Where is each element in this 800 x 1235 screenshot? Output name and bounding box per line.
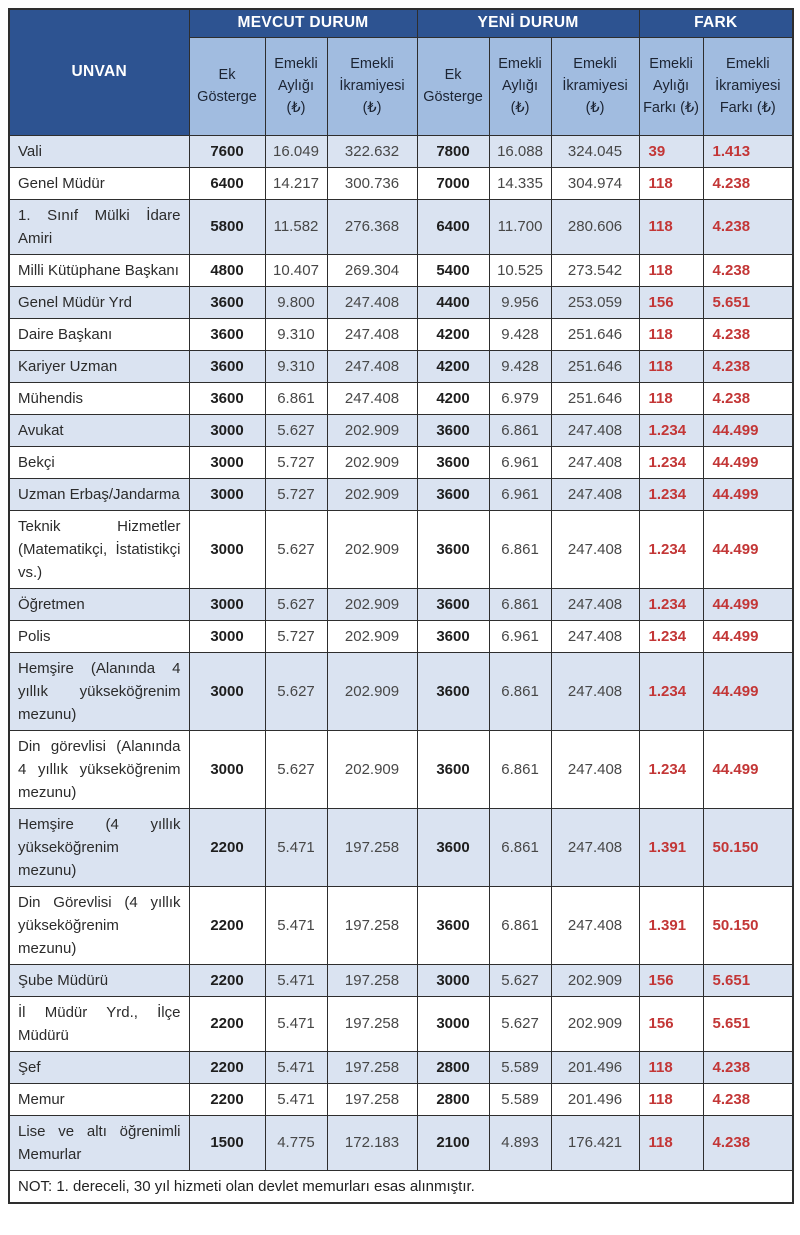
- table-row: [9, 382, 793, 414]
- mevcut-emekli-ikramiyesi-cell: 197.258: [327, 886, 417, 964]
- yeni-emekli-ikramiyesi-cell: 324.045: [551, 135, 639, 167]
- yeni-emekli-ikramiyesi-cell: 251.646: [551, 350, 639, 382]
- emekli-ikramiyesi-farki-cell: 4.238: [703, 1083, 793, 1115]
- yeni-ek-gosterge-cell: 3600: [417, 588, 489, 620]
- mevcut-ek-gosterge-cell: 3000: [189, 414, 265, 446]
- pension-comparison-table: [8, 8, 794, 1204]
- mevcut-emekli-ayligi-cell: 5.627: [265, 652, 327, 730]
- mevcut-emekli-ikramiyesi-cell: 202.909: [327, 730, 417, 808]
- yeni-emekli-ikramiyesi-cell: 247.408: [551, 446, 639, 478]
- unvan-cell: Memur: [9, 1083, 189, 1115]
- mevcut-emekli-ikramiyesi-cell: 197.258: [327, 996, 417, 1051]
- emekli-ayligi-farki-cell: 1.234: [639, 730, 703, 808]
- unvan-cell: Hemşire (4 yıllık yükseköğrenim mezunu): [9, 808, 189, 886]
- table-row: [9, 964, 793, 996]
- yeni-ek-gosterge-cell: 7000: [417, 167, 489, 199]
- emekli-ikramiyesi-farki-cell: 5.651: [703, 286, 793, 318]
- yeni-ek-gosterge-cell: 4200: [417, 318, 489, 350]
- mevcut-ek-gosterge-cell: 3000: [189, 730, 265, 808]
- emekli-ikramiyesi-farki-cell: 4.238: [703, 254, 793, 286]
- emekli-ayligi-farki-cell: 118: [639, 1051, 703, 1083]
- emekli-ayligi-farki-cell: 118: [639, 1083, 703, 1115]
- emekli-ayligi-farki-cell: 1.234: [639, 588, 703, 620]
- mevcut-ek-gosterge-cell: 1500: [189, 1115, 265, 1170]
- mevcut-emekli-ayligi-cell: 5.627: [265, 414, 327, 446]
- yeni-emekli-ayligi-cell: 5.627: [489, 964, 551, 996]
- yeni-ek-gosterge-cell: 6400: [417, 199, 489, 254]
- emekli-ikramiyesi-farki-cell: 44.499: [703, 446, 793, 478]
- mevcut-ek-gosterge-cell: 3600: [189, 286, 265, 318]
- mevcut-emekli-ikramiyesi-cell: 247.408: [327, 286, 417, 318]
- emekli-ayligi-farki-cell: 118: [639, 254, 703, 286]
- yeni-emekli-ayligi-cell: 6.861: [489, 730, 551, 808]
- yeni-ek-gosterge-cell: 5400: [417, 254, 489, 286]
- yeni-emekli-ayligi-cell: 9.428: [489, 350, 551, 382]
- emekli-ayligi-farki-cell: 1.234: [639, 446, 703, 478]
- table-row: [9, 1115, 793, 1170]
- mevcut-ek-gosterge-cell: 3000: [189, 446, 265, 478]
- mevcut-emekli-ikramiyesi-cell: 197.258: [327, 808, 417, 886]
- table-row: [9, 886, 793, 964]
- yeni-emekli-ayligi-cell: 6.961: [489, 446, 551, 478]
- yeni-ek-gosterge-cell: 3600: [417, 446, 489, 478]
- emekli-ikramiyesi-farki-cell: 1.413: [703, 135, 793, 167]
- table-row: [9, 167, 793, 199]
- table-row: [9, 996, 793, 1051]
- table-body: [9, 135, 793, 1170]
- emekli-ikramiyesi-farki-cell: 4.238: [703, 167, 793, 199]
- column-header-unvan: UNVAN: [9, 9, 189, 135]
- yeni-emekli-ayligi-cell: 5.589: [489, 1051, 551, 1083]
- emekli-ayligi-farki-cell: 118: [639, 382, 703, 414]
- yeni-emekli-ikramiyesi-cell: 247.408: [551, 620, 639, 652]
- emekli-ayligi-farki-cell: 118: [639, 1115, 703, 1170]
- yeni-ek-gosterge-cell: 4400: [417, 286, 489, 318]
- unvan-cell: Daire Başkanı: [9, 318, 189, 350]
- table-row: [9, 135, 793, 167]
- yeni-emekli-ikramiyesi-cell: 253.059: [551, 286, 639, 318]
- table-row: [9, 510, 793, 588]
- yeni-ek-gosterge-cell: 3600: [417, 510, 489, 588]
- yeni-emekli-ayligi-cell: 5.627: [489, 996, 551, 1051]
- column-header-mevcut-ek-gosterge: Ek Gösterge: [189, 37, 265, 135]
- table-row: [9, 446, 793, 478]
- yeni-ek-gosterge-cell: 3000: [417, 964, 489, 996]
- yeni-ek-gosterge-cell: 3600: [417, 414, 489, 446]
- mevcut-emekli-ayligi-cell: 9.800: [265, 286, 327, 318]
- mevcut-emekli-ayligi-cell: 10.407: [265, 254, 327, 286]
- yeni-emekli-ayligi-cell: 6.861: [489, 588, 551, 620]
- table-row: [9, 199, 793, 254]
- mevcut-emekli-ayligi-cell: 11.582: [265, 199, 327, 254]
- yeni-emekli-ayligi-cell: 14.335: [489, 167, 551, 199]
- mevcut-emekli-ikramiyesi-cell: 197.258: [327, 1051, 417, 1083]
- yeni-emekli-ikramiyesi-cell: 202.909: [551, 964, 639, 996]
- mevcut-emekli-ikramiyesi-cell: 202.909: [327, 510, 417, 588]
- group-header-fark: FARK: [639, 9, 793, 37]
- column-header-emekli-ayligi-farki: Emekli Aylığı Farkı (₺): [639, 37, 703, 135]
- yeni-emekli-ayligi-cell: 6.861: [489, 510, 551, 588]
- emekli-ayligi-farki-cell: 118: [639, 167, 703, 199]
- yeni-ek-gosterge-cell: 3600: [417, 808, 489, 886]
- mevcut-ek-gosterge-cell: 4800: [189, 254, 265, 286]
- mevcut-emekli-ikramiyesi-cell: 197.258: [327, 1083, 417, 1115]
- yeni-ek-gosterge-cell: 3600: [417, 730, 489, 808]
- mevcut-emekli-ayligi-cell: 5.727: [265, 446, 327, 478]
- mevcut-ek-gosterge-cell: 2200: [189, 808, 265, 886]
- unvan-cell: Din görevlisi (Alanında 4 yıllık yükseköğrenim mezunu): [9, 730, 189, 808]
- mevcut-emekli-ayligi-cell: 5.471: [265, 1083, 327, 1115]
- emekli-ayligi-farki-cell: 156: [639, 964, 703, 996]
- emekli-ikramiyesi-farki-cell: 4.238: [703, 318, 793, 350]
- mevcut-emekli-ayligi-cell: 4.775: [265, 1115, 327, 1170]
- unvan-cell: Avukat: [9, 414, 189, 446]
- yeni-emekli-ikramiyesi-cell: 273.542: [551, 254, 639, 286]
- yeni-ek-gosterge-cell: 2800: [417, 1083, 489, 1115]
- emekli-ikramiyesi-farki-cell: 50.150: [703, 808, 793, 886]
- mevcut-emekli-ikramiyesi-cell: 322.632: [327, 135, 417, 167]
- table-header: [9, 9, 793, 135]
- mevcut-emekli-ayligi-cell: 5.627: [265, 510, 327, 588]
- emekli-ayligi-farki-cell: 1.391: [639, 886, 703, 964]
- yeni-emekli-ikramiyesi-cell: 304.974: [551, 167, 639, 199]
- mevcut-emekli-ayligi-cell: 5.471: [265, 996, 327, 1051]
- yeni-emekli-ikramiyesi-cell: 247.408: [551, 730, 639, 808]
- yeni-emekli-ayligi-cell: 9.956: [489, 286, 551, 318]
- unvan-cell: Genel Müdür: [9, 167, 189, 199]
- table-row: [9, 414, 793, 446]
- yeni-ek-gosterge-cell: 3600: [417, 620, 489, 652]
- table-row: [9, 478, 793, 510]
- table-row: [9, 588, 793, 620]
- mevcut-emekli-ikramiyesi-cell: 300.736: [327, 167, 417, 199]
- emekli-ayligi-farki-cell: 1.234: [639, 414, 703, 446]
- yeni-emekli-ikramiyesi-cell: 247.408: [551, 808, 639, 886]
- column-header-mevcut-emekli-ikramiyesi: Emekli İkramiyesi (₺): [327, 37, 417, 135]
- yeni-emekli-ayligi-cell: 6.961: [489, 620, 551, 652]
- table-row: [9, 1083, 793, 1115]
- emekli-ikramiyesi-farki-cell: 44.499: [703, 414, 793, 446]
- mevcut-ek-gosterge-cell: 3000: [189, 620, 265, 652]
- mevcut-emekli-ayligi-cell: 16.049: [265, 135, 327, 167]
- mevcut-emekli-ikramiyesi-cell: 202.909: [327, 620, 417, 652]
- table-note: NOT: 1. dereceli, 30 yıl hizmeti olan devlet memurları esas alınmıştır.: [9, 1170, 793, 1203]
- table-row: [9, 350, 793, 382]
- unvan-cell: İl Müdür Yrd., İlçe Müdürü: [9, 996, 189, 1051]
- yeni-emekli-ayligi-cell: 4.893: [489, 1115, 551, 1170]
- unvan-cell: Bekçi: [9, 446, 189, 478]
- yeni-emekli-ikramiyesi-cell: 247.408: [551, 414, 639, 446]
- mevcut-ek-gosterge-cell: 2200: [189, 964, 265, 996]
- mevcut-ek-gosterge-cell: 3000: [189, 478, 265, 510]
- emekli-ikramiyesi-farki-cell: 4.238: [703, 199, 793, 254]
- emekli-ayligi-farki-cell: 156: [639, 996, 703, 1051]
- mevcut-ek-gosterge-cell: 2200: [189, 1083, 265, 1115]
- mevcut-emekli-ikramiyesi-cell: 172.183: [327, 1115, 417, 1170]
- unvan-cell: Uzman Erbaş/Jandarma: [9, 478, 189, 510]
- mevcut-emekli-ikramiyesi-cell: 202.909: [327, 478, 417, 510]
- yeni-emekli-ikramiyesi-cell: 202.909: [551, 996, 639, 1051]
- yeni-emekli-ikramiyesi-cell: 251.646: [551, 382, 639, 414]
- emekli-ayligi-farki-cell: 1.391: [639, 808, 703, 886]
- mevcut-ek-gosterge-cell: 3600: [189, 350, 265, 382]
- emekli-ayligi-farki-cell: 118: [639, 318, 703, 350]
- yeni-ek-gosterge-cell: 3600: [417, 886, 489, 964]
- yeni-ek-gosterge-cell: 4200: [417, 350, 489, 382]
- emekli-ayligi-farki-cell: 1.234: [639, 652, 703, 730]
- mevcut-emekli-ikramiyesi-cell: 202.909: [327, 446, 417, 478]
- mevcut-emekli-ikramiyesi-cell: 202.909: [327, 588, 417, 620]
- table-row: [9, 620, 793, 652]
- yeni-emekli-ikramiyesi-cell: 280.606: [551, 199, 639, 254]
- mevcut-emekli-ikramiyesi-cell: 197.258: [327, 964, 417, 996]
- mevcut-ek-gosterge-cell: 3000: [189, 510, 265, 588]
- yeni-emekli-ayligi-cell: 6.861: [489, 808, 551, 886]
- yeni-emekli-ikramiyesi-cell: 247.408: [551, 478, 639, 510]
- mevcut-emekli-ayligi-cell: 5.727: [265, 620, 327, 652]
- emekli-ayligi-farki-cell: 156: [639, 286, 703, 318]
- yeni-ek-gosterge-cell: 3600: [417, 652, 489, 730]
- yeni-emekli-ikramiyesi-cell: 251.646: [551, 318, 639, 350]
- column-header-yeni-emekli-ayligi: Emekli Aylığı (₺): [489, 37, 551, 135]
- yeni-emekli-ikramiyesi-cell: 201.496: [551, 1051, 639, 1083]
- mevcut-emekli-ayligi-cell: 5.471: [265, 1051, 327, 1083]
- emekli-ikramiyesi-farki-cell: 4.238: [703, 350, 793, 382]
- unvan-cell: Hemşire (Alanında 4 yıllık yükseköğrenim mezunu): [9, 652, 189, 730]
- yeni-emekli-ayligi-cell: 6.961: [489, 478, 551, 510]
- mevcut-emekli-ayligi-cell: 5.627: [265, 588, 327, 620]
- mevcut-emekli-ayligi-cell: 9.310: [265, 318, 327, 350]
- column-header-mevcut-emekli-ayligi: Emekli Aylığı (₺): [265, 37, 327, 135]
- yeni-ek-gosterge-cell: 7800: [417, 135, 489, 167]
- mevcut-emekli-ayligi-cell: 5.627: [265, 730, 327, 808]
- emekli-ikramiyesi-farki-cell: 50.150: [703, 886, 793, 964]
- unvan-cell: Din Görevlisi (4 yıllık yükseköğrenim mezunu): [9, 886, 189, 964]
- note-row: [9, 1170, 793, 1203]
- mevcut-ek-gosterge-cell: 2200: [189, 996, 265, 1051]
- yeni-emekli-ikramiyesi-cell: 247.408: [551, 588, 639, 620]
- yeni-emekli-ikramiyesi-cell: 247.408: [551, 886, 639, 964]
- mevcut-ek-gosterge-cell: 3000: [189, 652, 265, 730]
- yeni-emekli-ayligi-cell: 6.861: [489, 414, 551, 446]
- mevcut-emekli-ayligi-cell: 5.727: [265, 478, 327, 510]
- mevcut-ek-gosterge-cell: 3600: [189, 382, 265, 414]
- emekli-ikramiyesi-farki-cell: 44.499: [703, 588, 793, 620]
- yeni-ek-gosterge-cell: 3600: [417, 478, 489, 510]
- emekli-ikramiyesi-farki-cell: 44.499: [703, 652, 793, 730]
- table-row: [9, 318, 793, 350]
- unvan-cell: Şef: [9, 1051, 189, 1083]
- emekli-ayligi-farki-cell: 1.234: [639, 620, 703, 652]
- emekli-ayligi-farki-cell: 39: [639, 135, 703, 167]
- mevcut-ek-gosterge-cell: 5800: [189, 199, 265, 254]
- mevcut-emekli-ikramiyesi-cell: 202.909: [327, 414, 417, 446]
- unvan-cell: Lise ve altı öğrenimli Memurlar: [9, 1115, 189, 1170]
- group-header-row: [9, 9, 793, 37]
- emekli-ikramiyesi-farki-cell: 5.651: [703, 964, 793, 996]
- mevcut-emekli-ikramiyesi-cell: 276.368: [327, 199, 417, 254]
- mevcut-ek-gosterge-cell: 7600: [189, 135, 265, 167]
- column-header-emekli-ikramiyesi-farki: Emekli İkramiyesi Farkı (₺): [703, 37, 793, 135]
- column-header-yeni-ek-gosterge: Ek Gösterge: [417, 37, 489, 135]
- yeni-emekli-ayligi-cell: 6.861: [489, 886, 551, 964]
- table-row: [9, 652, 793, 730]
- table-row: [9, 254, 793, 286]
- column-header-yeni-emekli-ikramiyesi: Emekli İkramiyesi (₺): [551, 37, 639, 135]
- group-header-yeni-durum: YENİ DURUM: [417, 9, 639, 37]
- mevcut-emekli-ikramiyesi-cell: 269.304: [327, 254, 417, 286]
- emekli-ikramiyesi-farki-cell: 44.499: [703, 730, 793, 808]
- yeni-emekli-ikramiyesi-cell: 247.408: [551, 510, 639, 588]
- emekli-ikramiyesi-farki-cell: 4.238: [703, 1051, 793, 1083]
- mevcut-emekli-ikramiyesi-cell: 247.408: [327, 350, 417, 382]
- yeni-emekli-ayligi-cell: 9.428: [489, 318, 551, 350]
- mevcut-emekli-ayligi-cell: 6.861: [265, 382, 327, 414]
- yeni-emekli-ayligi-cell: 10.525: [489, 254, 551, 286]
- emekli-ayligi-farki-cell: 1.234: [639, 478, 703, 510]
- unvan-cell: Kariyer Uzman: [9, 350, 189, 382]
- mevcut-emekli-ayligi-cell: 5.471: [265, 964, 327, 996]
- emekli-ayligi-farki-cell: 118: [639, 350, 703, 382]
- yeni-emekli-ayligi-cell: 11.700: [489, 199, 551, 254]
- mevcut-emekli-ayligi-cell: 14.217: [265, 167, 327, 199]
- unvan-cell: 1. Sınıf Mülki İdare Amiri: [9, 199, 189, 254]
- table-row: [9, 808, 793, 886]
- unvan-cell: Teknik Hizmetler (Matematikçi, İstatistikçi vs.): [9, 510, 189, 588]
- mevcut-emekli-ayligi-cell: 5.471: [265, 886, 327, 964]
- mevcut-emekli-ayligi-cell: 5.471: [265, 808, 327, 886]
- mevcut-ek-gosterge-cell: 3600: [189, 318, 265, 350]
- group-header-mevcut-durum: MEVCUT DURUM: [189, 9, 417, 37]
- emekli-ikramiyesi-farki-cell: 44.499: [703, 510, 793, 588]
- emekli-ikramiyesi-farki-cell: 44.499: [703, 620, 793, 652]
- unvan-cell: Polis: [9, 620, 189, 652]
- table-row: [9, 730, 793, 808]
- yeni-emekli-ayligi-cell: 16.088: [489, 135, 551, 167]
- emekli-ayligi-farki-cell: 118: [639, 199, 703, 254]
- mevcut-ek-gosterge-cell: 6400: [189, 167, 265, 199]
- unvan-cell: Şube Müdürü: [9, 964, 189, 996]
- yeni-emekli-ikramiyesi-cell: 201.496: [551, 1083, 639, 1115]
- emekli-ikramiyesi-farki-cell: 4.238: [703, 382, 793, 414]
- mevcut-ek-gosterge-cell: 2200: [189, 886, 265, 964]
- yeni-ek-gosterge-cell: 4200: [417, 382, 489, 414]
- unvan-cell: Genel Müdür Yrd: [9, 286, 189, 318]
- unvan-cell: Vali: [9, 135, 189, 167]
- yeni-ek-gosterge-cell: 2100: [417, 1115, 489, 1170]
- table-row: [9, 1051, 793, 1083]
- emekli-ayligi-farki-cell: 1.234: [639, 510, 703, 588]
- table-row: [9, 286, 793, 318]
- yeni-emekli-ayligi-cell: 6.979: [489, 382, 551, 414]
- yeni-emekli-ikramiyesi-cell: 176.421: [551, 1115, 639, 1170]
- emekli-ikramiyesi-farki-cell: 4.238: [703, 1115, 793, 1170]
- unvan-cell: Milli Kütüphane Başkanı: [9, 254, 189, 286]
- yeni-emekli-ikramiyesi-cell: 247.408: [551, 652, 639, 730]
- mevcut-emekli-ayligi-cell: 9.310: [265, 350, 327, 382]
- yeni-ek-gosterge-cell: 2800: [417, 1051, 489, 1083]
- mevcut-ek-gosterge-cell: 2200: [189, 1051, 265, 1083]
- unvan-cell: Öğretmen: [9, 588, 189, 620]
- emekli-ikramiyesi-farki-cell: 44.499: [703, 478, 793, 510]
- yeni-emekli-ayligi-cell: 6.861: [489, 652, 551, 730]
- mevcut-emekli-ikramiyesi-cell: 247.408: [327, 318, 417, 350]
- yeni-ek-gosterge-cell: 3000: [417, 996, 489, 1051]
- yeni-emekli-ayligi-cell: 5.589: [489, 1083, 551, 1115]
- emekli-ikramiyesi-farki-cell: 5.651: [703, 996, 793, 1051]
- unvan-cell: Mühendis: [9, 382, 189, 414]
- mevcut-emekli-ikramiyesi-cell: 202.909: [327, 652, 417, 730]
- mevcut-emekli-ikramiyesi-cell: 247.408: [327, 382, 417, 414]
- table-footer: [9, 1170, 793, 1203]
- mevcut-ek-gosterge-cell: 3000: [189, 588, 265, 620]
